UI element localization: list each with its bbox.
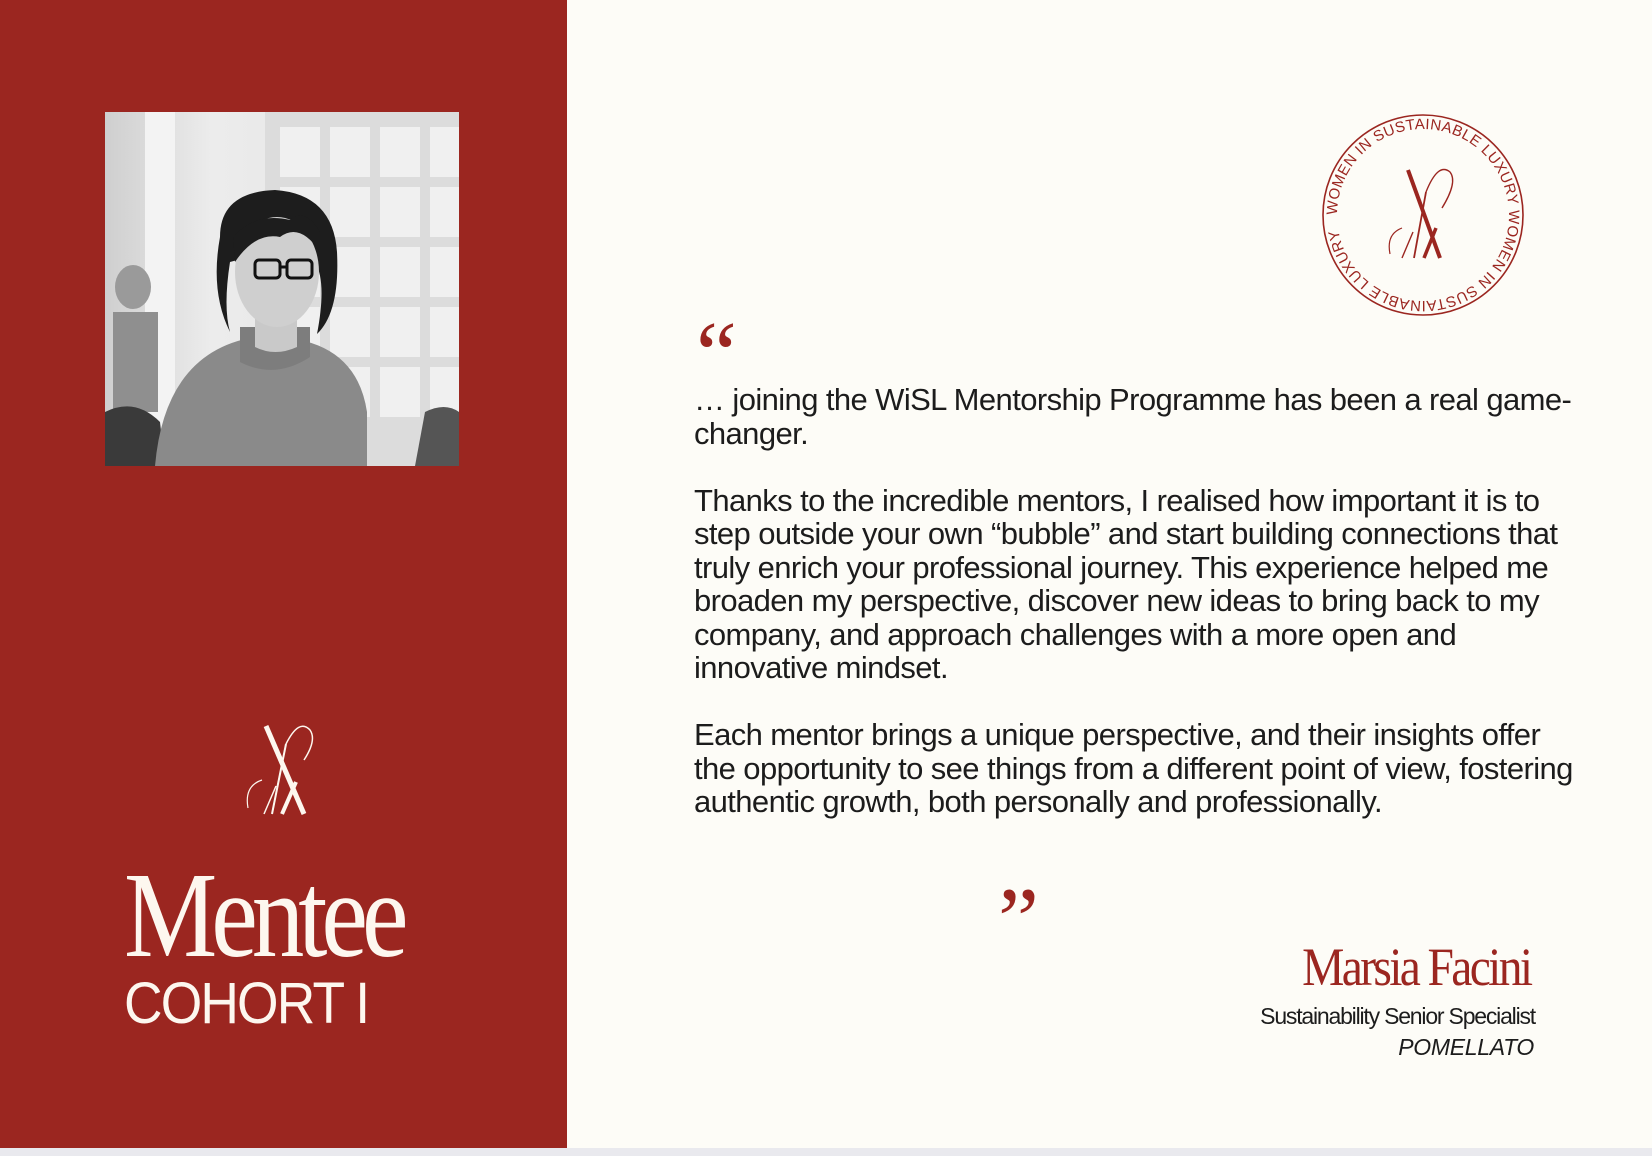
testimonial-quote [694, 383, 1574, 852]
wisl-seal-logo [1318, 110, 1528, 320]
wisl-monogram-icon [244, 724, 319, 816]
quote-paragraph-3: Each mentor brings a unique perspective, and their insights offer the opportunity to see things from a different point of view, fostering authentic growth, both personally and professionally. [694, 717, 1573, 819]
quote-paragraph-2: Thanks to the incredible mentors, I realised how important it is to step outside your own “bubble” and start building connections that truly enrich your professional journey. This experience helped me broaden my perspective, discover new ideas to bring back to my company, and approach challenges with a more open and innovative mindset. [694, 482, 1558, 685]
seal-ring-text: WOMEN IN SUSTAINABLE LUXURY WOMEN IN SUSTAINABLE LUXURY [1323, 115, 1523, 315]
author-company: POMELLATO [1398, 1034, 1534, 1060]
author-name: Marsia Facini [1301, 937, 1530, 997]
quote-close-mark: ” [998, 869, 1039, 971]
mentee-title: Mentee [124, 848, 403, 983]
mentee-portrait-photo [105, 112, 459, 466]
quote-open-mark: “ [696, 303, 737, 405]
author-role: Sustainability Senior Specialist [1260, 1003, 1535, 1029]
left-panel [0, 0, 567, 1148]
cohort-label: COHORT I [124, 971, 369, 1036]
quote-paragraph-1: … joining the WiSL Mentorship Programme has been a real game-changer. [694, 382, 1572, 451]
